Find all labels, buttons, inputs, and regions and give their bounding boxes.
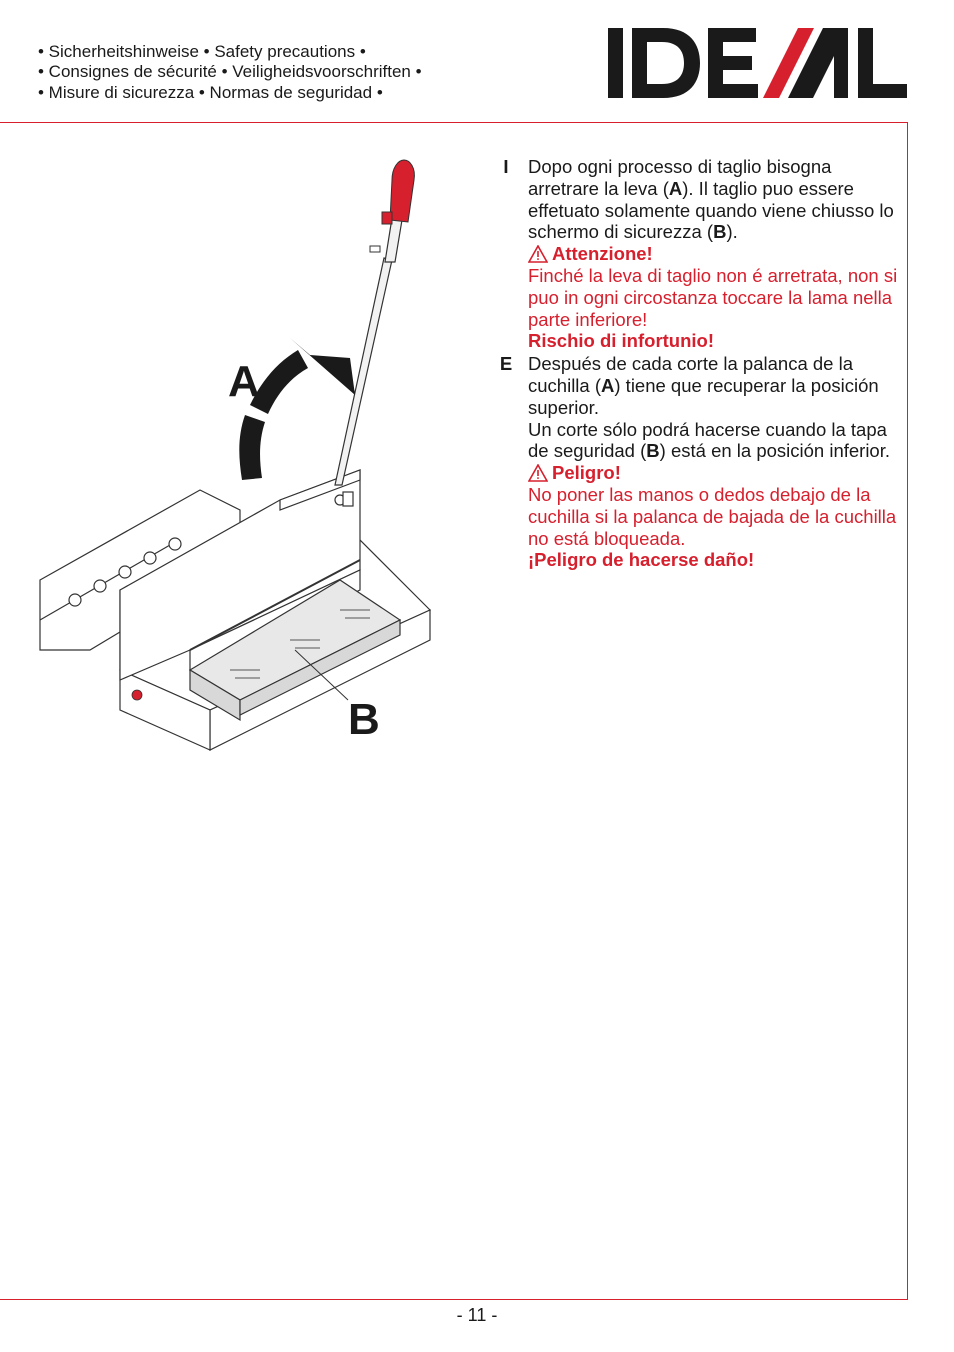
spanish-paragraph-1 bbox=[528, 353, 902, 418]
header-topics-line-2: • Consignes de sécurité • Veiligheidsvoorschriften • bbox=[38, 62, 422, 81]
spanish-text-4: ) está en la posición inferior. bbox=[659, 440, 891, 462]
figure-label-b: B bbox=[348, 695, 380, 744]
spanish-text-1: Después de cada corte la palanca de la cuchilla ( bbox=[528, 353, 853, 396]
spanish-text-2: ) tiene que recuperar la posición superior. bbox=[528, 374, 879, 418]
italian-warning-heading bbox=[528, 243, 902, 265]
section-spanish bbox=[492, 353, 902, 571]
italian-ref-b: B bbox=[713, 221, 727, 243]
warning-triangle-icon bbox=[528, 464, 548, 482]
frame-top-rule bbox=[0, 122, 908, 123]
italian-warning-text: Finché la leva di taglio non é arretrata, non si puo in ogni circostanza toccare la lama nella parte inferiore! bbox=[528, 264, 898, 330]
cutter-illustration bbox=[30, 150, 470, 770]
page-number: - 11 - bbox=[456, 1305, 498, 1325]
instructions-column bbox=[492, 156, 902, 571]
spanish-text-3: Un corte sólo podrá hacerse cuando la tapa de seguridad ( bbox=[528, 418, 887, 462]
spanish-ref-a: A bbox=[601, 374, 615, 396]
italian-ref-a: A bbox=[668, 177, 683, 199]
spanish-warning-text: No poner las manos o dedos debajo de la cuchilla si la palanca de bajada de la cuchilla no está bloqueada. bbox=[528, 483, 897, 549]
italian-text-2: ). Il taglio puo essere effetuato solamente quando viene chiusso lo schermo di sicurezza ( bbox=[528, 177, 894, 243]
header-topics-line-3: • Misure di sicurezza • Normas de seguridad • bbox=[38, 83, 383, 102]
italian-warning-title: Attenzione! bbox=[552, 243, 653, 265]
language-letter-e: E bbox=[499, 353, 513, 375]
warning-triangle-icon bbox=[528, 245, 548, 263]
italian-text-1: Dopo ogni processo di taglio bisogna arretrare la leva ( bbox=[528, 156, 832, 199]
frame-bottom-rule bbox=[0, 1299, 908, 1300]
spanish-warning-title: Peligro! bbox=[552, 462, 621, 484]
header-topics-line-1: • Sicherheitshinweise • Safety precautions • bbox=[38, 42, 366, 61]
figure-label-a: A bbox=[228, 357, 260, 406]
italian-risk-note: Rischio di infortunio! bbox=[528, 330, 715, 352]
italian-paragraph bbox=[528, 156, 902, 243]
section-italian bbox=[492, 156, 902, 352]
spanish-paragraph-2 bbox=[528, 419, 902, 463]
spanish-ref-b: B bbox=[646, 440, 660, 462]
italian-text-3: ). bbox=[726, 221, 738, 243]
spanish-warning-heading bbox=[528, 462, 902, 484]
frame-right-rule bbox=[907, 122, 908, 1300]
spanish-risk-note: ¡Peligro de hacerse daño! bbox=[528, 549, 755, 571]
ideal-logo bbox=[608, 26, 908, 100]
language-letter-i: I bbox=[503, 156, 509, 177]
